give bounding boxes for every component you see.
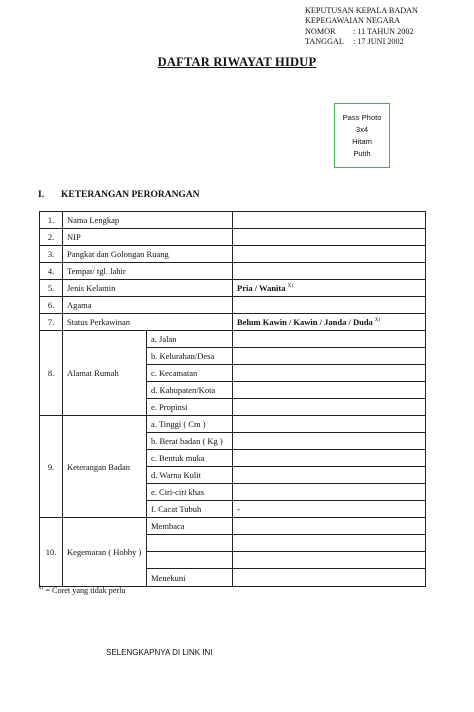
row-label: Keterangan Badan xyxy=(63,416,147,518)
gender-options-text: Pria / Wanita xyxy=(237,283,286,293)
row-value[interactable] xyxy=(233,535,426,552)
row-number: 7. xyxy=(40,314,63,331)
header-line-2: KEPEGAWAIAN NEGARA xyxy=(305,16,401,26)
row-number: 4. xyxy=(40,263,63,280)
row-number: 1. xyxy=(40,212,63,229)
section-number: I. xyxy=(38,190,45,200)
sub-label: b. Kelurahan/Desa xyxy=(147,348,233,365)
row-label: Nama Lengkap xyxy=(63,212,233,229)
sub-label: a. Tinggi ( Cm ) xyxy=(147,416,233,433)
row-number: 5. xyxy=(40,280,63,297)
sub-label: d. Kabupaten/Kota xyxy=(147,382,233,399)
footnote-mark: X) xyxy=(287,284,293,289)
gender-options[interactable] xyxy=(233,280,426,297)
section-title: KETERANGAN PERORANGAN xyxy=(61,190,200,200)
row-value[interactable] xyxy=(233,484,426,501)
header-line-1: KEPUTUSAN KEPALA BADAN xyxy=(305,6,418,15)
footnote-mark: X) xyxy=(374,318,381,323)
row-value[interactable] xyxy=(233,212,426,229)
sub-label: Menekuni xyxy=(147,569,233,587)
sub-label: Membaca xyxy=(147,518,233,535)
footnote xyxy=(38,586,125,595)
sub-label: d. Warna Kulit xyxy=(147,467,233,484)
row-number: 8. xyxy=(40,331,63,416)
photo-line-1: Pass Photo xyxy=(342,112,382,122)
table-row xyxy=(40,280,426,297)
sub-label: f. Cacat Tubuh xyxy=(147,501,233,518)
row-number: 9. xyxy=(40,416,63,518)
sub-label: c. Bentuk muka xyxy=(147,450,233,467)
row-value[interactable] xyxy=(233,229,426,246)
page-title: DAFTAR RIWAYAT HIDUP xyxy=(157,55,317,69)
more-link[interactable]: SELENGKAPNYA DI LINK INI xyxy=(106,648,213,657)
row-label: Alamat Rumah xyxy=(63,331,147,416)
sub-label: b. Berat badan ( Kg ) xyxy=(147,433,233,450)
section-heading xyxy=(38,190,200,200)
row-value[interactable] xyxy=(233,518,426,535)
row-value[interactable] xyxy=(233,365,426,382)
row-label: Tempat/ tgl. lahir xyxy=(63,263,233,280)
row-value[interactable] xyxy=(233,552,426,569)
sub-label xyxy=(147,552,233,569)
row-value[interactable] xyxy=(233,450,426,467)
marital-options-text: Belum Kawin / Kawin / Janda / Duda xyxy=(237,317,373,327)
photo-line-3: Hitam xyxy=(352,136,372,146)
row-value[interactable] xyxy=(233,433,426,450)
decree-header xyxy=(305,6,418,48)
row-label: Status Perkawinan xyxy=(63,314,233,331)
biodata-table xyxy=(39,211,426,587)
sub-label: c. Kecamatan xyxy=(147,365,233,382)
table-row xyxy=(40,229,426,246)
row-value[interactable] xyxy=(233,348,426,365)
photo-line-2: 3x4 xyxy=(355,124,369,134)
row-value[interactable] xyxy=(233,569,426,587)
marital-options[interactable] xyxy=(233,314,426,331)
table-row xyxy=(40,246,426,263)
row-number: 2. xyxy=(40,229,63,246)
row-value[interactable] xyxy=(233,416,426,433)
table-row xyxy=(40,314,426,331)
pass-photo-box xyxy=(334,103,390,168)
row-label: NIP xyxy=(63,229,233,246)
table-row xyxy=(40,518,426,535)
cacat-value[interactable]: - xyxy=(233,501,426,518)
sub-label xyxy=(147,535,233,552)
nomor-label: NOMOR xyxy=(305,26,336,36)
row-number: 6. xyxy=(40,297,63,314)
photo-line-4: Putih xyxy=(353,148,371,158)
row-label: Kegemaran ( Hobby ) xyxy=(63,518,147,587)
table-row xyxy=(40,212,426,229)
row-label: Pangkat dan Golongan Ruang xyxy=(63,246,233,263)
table-row xyxy=(40,331,426,348)
tanggal-label: TANGGAL xyxy=(305,37,344,47)
sub-label: a. Jalan xyxy=(147,331,233,348)
tanggal-value: : 17 JUNI 2002 xyxy=(353,37,404,47)
row-value[interactable] xyxy=(233,263,426,280)
table-row xyxy=(40,416,426,433)
table-row xyxy=(40,297,426,314)
table-row xyxy=(40,263,426,280)
row-label: Jenis Kelamin xyxy=(63,280,233,297)
footnote-text: = Coret yang tidak perlu xyxy=(43,586,126,595)
row-value[interactable] xyxy=(233,382,426,399)
row-value[interactable] xyxy=(233,399,426,416)
row-number: 10. xyxy=(40,518,63,587)
row-value[interactable] xyxy=(233,467,426,484)
footnote-mark: X) xyxy=(38,586,44,591)
row-value[interactable] xyxy=(233,331,426,348)
sub-label: e. Ciri-ciri khas xyxy=(147,484,233,501)
row-value[interactable] xyxy=(233,246,426,263)
row-value[interactable] xyxy=(233,297,426,314)
sub-label: e. Propinsi xyxy=(147,399,233,416)
row-number: 3. xyxy=(40,246,63,263)
nomor-value: : 11 TAHUN 2002 xyxy=(353,26,414,36)
row-label: Agama xyxy=(63,297,233,314)
